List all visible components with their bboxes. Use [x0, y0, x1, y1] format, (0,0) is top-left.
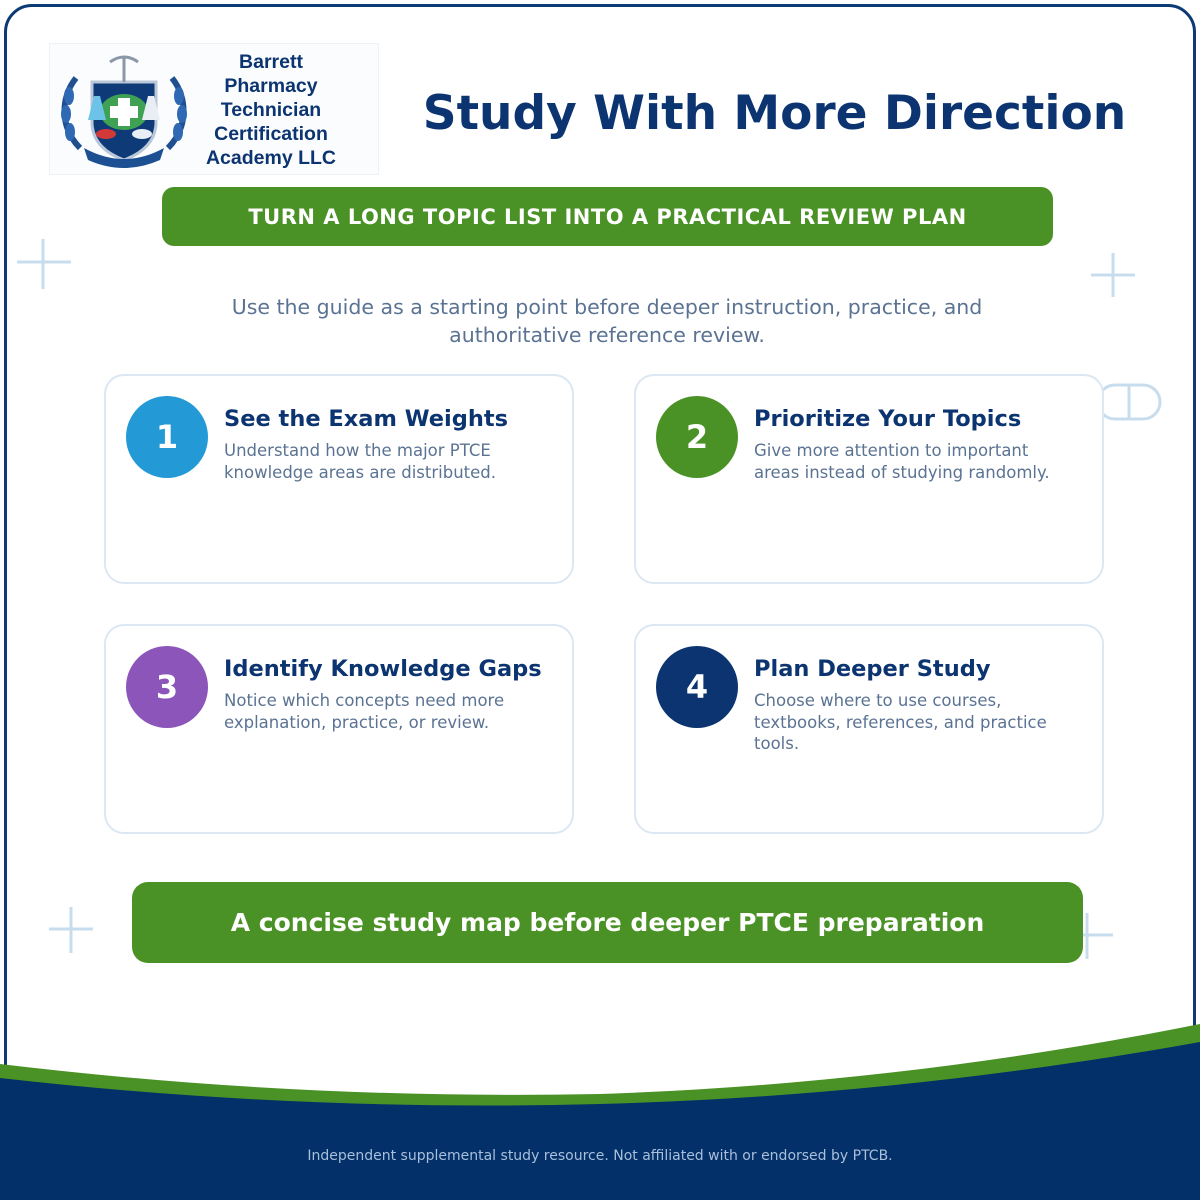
- step-description: [754, 440, 1086, 483]
- academy-name: [196, 50, 346, 170]
- step-desc-line: textbooks, references, and practice: [754, 712, 1047, 732]
- step-title: Identify Knowledge Gaps: [224, 656, 542, 682]
- step-description: [224, 690, 556, 733]
- step-description: [224, 440, 556, 483]
- step-desc-line: tools.: [754, 734, 800, 753]
- pharmacy-crest-icon: [54, 48, 194, 172]
- logo-line: Academy LLC: [205, 147, 337, 169]
- step-card-1: [104, 374, 574, 584]
- step-desc-line: Notice which concepts need more: [224, 691, 505, 710]
- step-card-3: [104, 624, 574, 834]
- step-title: See the Exam Weights: [224, 406, 509, 432]
- banner: TURN A LONG TOPIC LIST INTO A PRACTICAL REVIEW PLAN: [162, 187, 1053, 246]
- step-desc-line: areas instead of studying randomly.: [754, 462, 1050, 482]
- step-number-badge: 2: [656, 396, 738, 478]
- plus-sparkle-icon: [47, 905, 97, 957]
- page-title: Study With More Direction: [422, 86, 1127, 141]
- footer-disclaimer: Independent supplemental study resource. Not affiliated with or endorsed by PTCB.: [307, 1148, 893, 1164]
- step-desc-line: knowledge areas are distributed.: [224, 462, 497, 482]
- logo-line: Pharmacy: [224, 75, 318, 97]
- logo-line: Technician: [220, 99, 322, 121]
- step-desc-line: explanation, practice, or review.: [224, 712, 490, 732]
- plus-sparkle-icon: [13, 235, 73, 295]
- logo-line: Barrett: [239, 51, 303, 73]
- step-title: Prioritize Your Topics: [754, 406, 1022, 432]
- step-title: Plan Deeper Study: [754, 656, 991, 682]
- intro-line: Use the guide as a starting point before deeper instruction, practice, and: [231, 295, 983, 319]
- step-card-2: [634, 374, 1104, 584]
- step-desc-line: Give more attention to important: [754, 441, 1029, 460]
- footer-wave: [0, 1000, 1200, 1200]
- intro-text: [177, 293, 1037, 349]
- academy-logo: [49, 43, 379, 175]
- capsule-icon: [1095, 381, 1165, 425]
- step-desc-line: Choose where to use courses,: [754, 691, 1002, 710]
- step-card-4: [634, 624, 1104, 834]
- logo-line: Certification: [214, 123, 328, 145]
- plus-sparkle-icon: [1089, 251, 1139, 301]
- step-description: [754, 690, 1086, 755]
- callout-banner: A concise study map before deeper PTCE preparation: [132, 882, 1083, 963]
- step-number-badge: 3: [126, 646, 208, 728]
- step-number-badge: 1: [126, 396, 208, 478]
- step-desc-line: Understand how the major PTCE: [224, 441, 491, 460]
- step-number-badge: 4: [656, 646, 738, 728]
- intro-line: authoritative reference review.: [449, 323, 765, 347]
